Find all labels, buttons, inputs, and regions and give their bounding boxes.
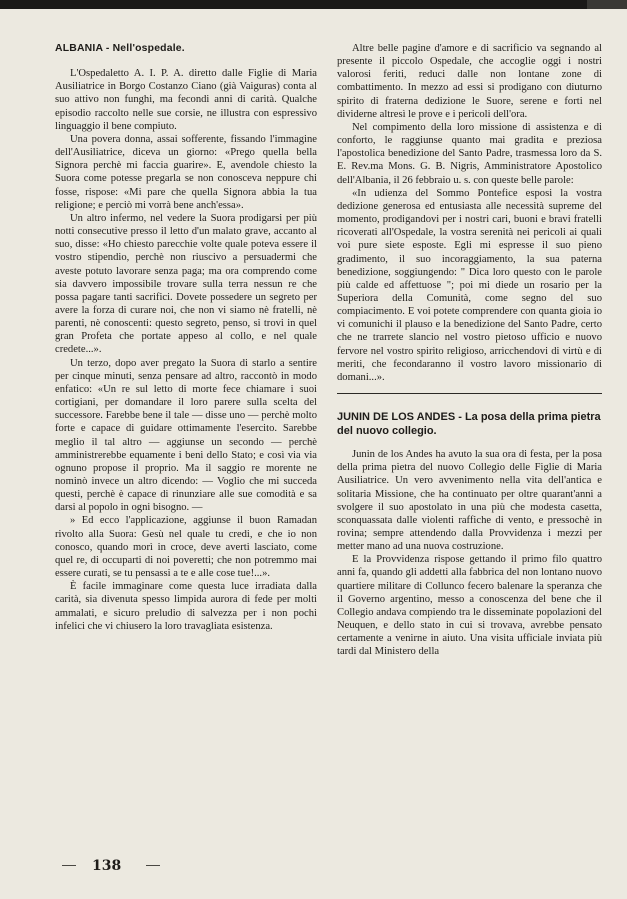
page-number: 138 (92, 858, 122, 874)
paragraph: Junin de los Andes ha avuto la sua ora di festa, per la posa della prima pietra del nuovo Collegio delle Figlie di Maria Ausiliatrice. Un vero avvenimento nella vita dell'antica e solitaria Missione, che ha continuato per oltre quarant'anni a svolgere il suo apostolato in una più che modesta casetta, sconquassata dalle violenti raffiche di vento, e pressochè in rovina; sempre attendendo dalla Provvidenza i mezzi per metter mano ad una nuova costruzione. (337, 449, 602, 553)
paragraph: E la Provvidenza rispose gettando il primo filo quattro anni fa, quando gli addetti alla fabbrica del non lontano nuovo quartiere militare di Collunco fecero balenare la speranza che il Governo argentino, messo a conoscenza del bene che il Collegio andava compiendo tra le disseminate popolazioni del Neuquen, e dello stato in cui si trovava, avrebbe pensato certamente a venirne in aiuto. Una visita ufficiale inviata più tardi dal Ministero della (337, 554, 602, 658)
paragraph: L'Ospedaletto A. I. P. A. diretto dalle Figlie di Maria Ausiliatrice in Borgo Costanzo Ciano (già Vaiguras) conta al suo attivo non funghi, ma fecondi anni di carità. Qualche episodio raccolto nelle sue corsie, ne illustra con espressivo linguaggio il bene compiuto. (55, 68, 317, 132)
decorative-dash (146, 865, 160, 866)
paragraph: Altre belle pagine d'amore e di sacrificio va segnando al presente il piccolo Ospedale, che accoglie oggi i nostri valorosi feriti, reduci dalle non lontane zone di combattimento. In mezzo ad essi si prodigano con diuturno spirito di fraterna dedizione le Suore, serene e forti nel dividerne altresì le prove e i pericoli dell'ora. (337, 43, 602, 120)
scan-top-edge (0, 0, 627, 9)
right-column (337, 42, 602, 659)
paragraph: » Ed ecco l'applicazione, aggiunse il buon Ramadan rivolto alla Suora: Gesù nel quale tu credi, e che io non conosco, quando morì in croce, deve averti lasciato, come quel re, di occuparti di noi poveretti; che non potremmo mai essere curati, se tu pensassi a te e alle cose tue!...». (55, 515, 317, 580)
paragraph: «In udienza del Sommo Pontefice esposi la vostra dedizione generosa ed entusiasta alle necessità supreme del momento, prodigandovi per i nostri cari, buoni e bravi fratelli ricoverati all'Ospedale, la vostra serenità nei pericoli ai quali voi pure siete esposte. Egli mi espresse il suo pieno gradimento, il suo incoraggiamento, la sua paterna benedizione, soggiungendo: " Dica loro questo con le parole più calde ed affettuose "; poi mi diede un rosario per la Superiora della Comunità, come segno del suo compiacimento. E voi potete comprendere con quanta gioia io vi comunichi il plauso e la benedizione del Santo Padre, certo che ne trarrete slancio nel vostro pietoso ufficio e nuovo fervore nel vostro spirito religioso, arricchendovi di virtù e di meriti, che fecondaranno il vostro lavoro missionario di domani...». (337, 187, 602, 383)
section-heading-junin: JUNIN DE LOS ANDES - La posa della prima pietra del nuovo collegio. (337, 411, 601, 438)
paragraph: Una povera donna, assai sofferente, fissando l'immagine dell'Ausiliatrice, diceva un giorno: «Prego quella bella Signora perchè mi faccia guarire». E, avendole chiesto la Suora come potesse pregarla se non conosceva neppure chi fosse, rispose: «Mi pare che quella Signora abbia la tua religione; e perciò mi vorrà bene anch'essa». (55, 133, 317, 211)
paragraph: Un terzo, dopo aver pregato la Suora di starlo a sentire per cinque minuti, senza pensare ad altro, raccontò in modo enfatico: «Un re sul letto di morte fece chiamare i suoi cortigiani, per domandare il loro parere sulla scelta del successore. Farebbe bene il tale — disse uno — perchè molto forte e capace di guidare ottimamente l'esercito. Sarebbe meglio il tal altro — aggiunse un secondo — perchè amministrerebbe equamente i beni dello Stato; e così via via ognuno propose il proprio. Ma il saggio re morente ne nominò invece un altro dicendo: — Voglio che mi succeda questi, perchè è capace di rinunziare alle sue comodità e sa darsi al popolo in ogni bisogno. — (55, 357, 317, 514)
paragraph: È facile immaginare come questa luce irradiata dalla carità, sia divenuta spesso limpida aurora di fede per molti ammalati, e sicuro preludio di salvezza per i non pochi infelici che vi chiusero la loro travagliata esistenza. (55, 581, 317, 632)
left-column (55, 42, 317, 633)
paragraph: Nel compimento della loro missione di assistenza e di conforto, le raggiunse quanto mai gradita e preziosa l'apostolica benedizione del Santo Padre, trasmessa loro da S. E. Rev.ma Mons. G. B. Nigris, Amministratore Apostolico dell'Albania, il 26 febbraio u. s. con queste belle parole: (337, 121, 602, 186)
decorative-dash (62, 865, 76, 866)
paragraph: Un altro infermo, nel vedere la Suora prodigarsi per più notti consecutive presso il letto d'un malato grave, accanto al suo, disse: «Ho chiesto parecchie volte quale poteva essere il vostro stipendio, perchè non riuscivo a persuadermi che aveste potuto lavorare senza paga; ma ora comprendo come sia davvero impossibile trovare sulla terra nessun re che possa pagare tanti sacrifici. Dovete possedere un segreto per avere la forza di curare noi, che non vi siamo nè fratelli, nè parenti, nè conoscenti: questo segreto, penso, si trovi in quel gran Profeta che portate appeso al collo, e nel quale credete...». (55, 212, 317, 356)
section-divider (337, 393, 602, 394)
section-heading-albania: ALBANIA - Nell'ospedale. (55, 43, 185, 54)
